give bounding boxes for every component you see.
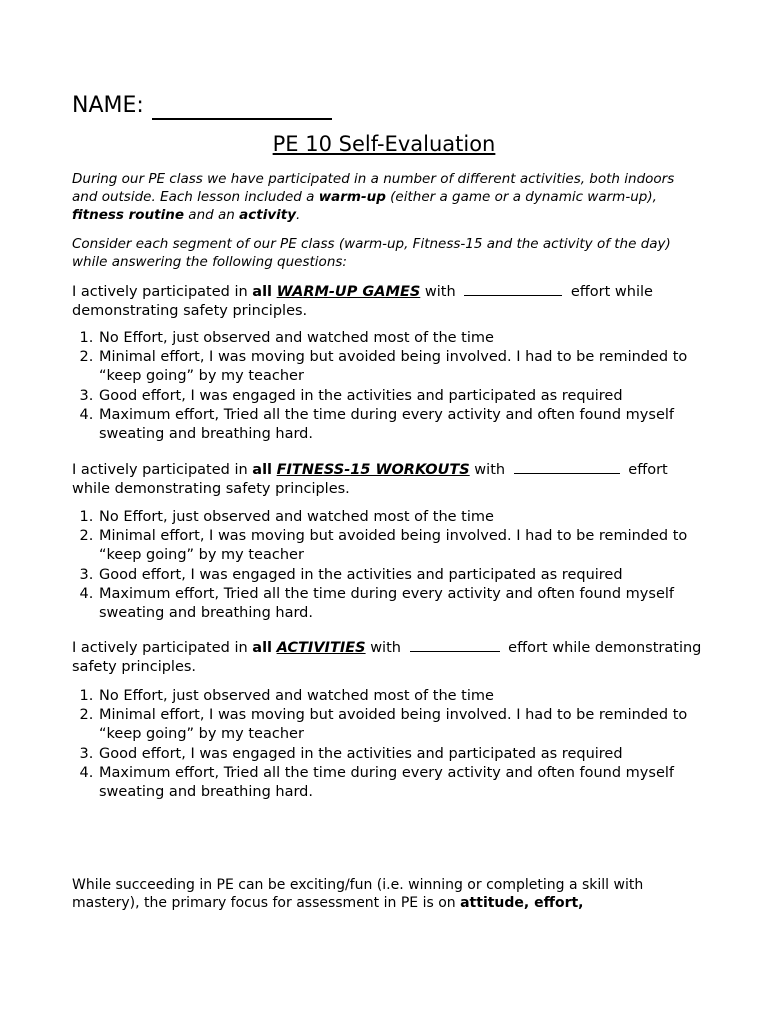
option-item: 1. No Effort, just observed and watched most of the time <box>98 508 728 527</box>
option-item: 2. Minimal effort, I was moving but avoided being involved. I had to be reminded to “keep going” by my teacher <box>98 706 728 744</box>
name-field <box>72 92 332 120</box>
activity-name: WARM-UP GAMES <box>276 284 421 300</box>
option-item: 3. Good effort, I was engaged in the activities and participated as required <box>98 745 728 764</box>
option-item: 4. Maximum effort, Tried all the time during every activity and often found myself sweating and breathing hard. <box>98 764 728 802</box>
effort-blank[interactable] <box>410 637 500 652</box>
intro-paragraph-1: During our PE class we have participated in a number of different activities, both indoors and outside. Each lesson included a warm-up (either a game or a dynamic warm-up), fitness routine and an activity. <box>72 171 675 223</box>
option-item: 3. Good effort, I was engaged in the activities and participated as required <box>98 387 728 406</box>
page-title: PE 10 Self-Evaluation <box>272 132 496 156</box>
name-label: NAME: <box>72 93 144 118</box>
option-item: 1. No Effort, just observed and watched most of the time <box>98 329 728 348</box>
option-item: 4. Maximum effort, Tried all the time during every activity and often found myself sweating and breathing hard. <box>98 585 728 623</box>
name-blank-line[interactable] <box>152 94 332 120</box>
activity-name: FITNESS-15 WORKOUTS <box>276 462 470 478</box>
intro-paragraph-2: Consider each segment of our PE class (warm-up, Fitness-15 and the activity of the day) while answering the following questions: <box>72 236 671 270</box>
question-warm-up: I actively participated in all WARM-UP GAMES with effort while demonstrating safety principles. <box>72 281 702 321</box>
effort-blank[interactable] <box>464 281 562 296</box>
option-item: 4. Maximum effort, Tried all the time during every activity and often found myself sweating and breathing hard. <box>98 406 728 444</box>
option-item: 2. Minimal effort, I was moving but avoided being involved. I had to be reminded to “keep going” by my teacher <box>98 348 728 386</box>
question-fitness: I actively participated in all FITNESS-15 WORKOUTS with effort while demonstrating safety principles. <box>72 459 702 499</box>
options-list-activities <box>72 687 728 803</box>
activity-name: ACTIVITIES <box>276 640 366 656</box>
closing-paragraph: While succeeding in PE can be exciting/fun (i.e. winning or completing a skill with mastery), the primary focus for assessment in PE is on attitude, effort, <box>72 877 644 911</box>
option-item: 3. Good effort, I was engaged in the activities and participated as required <box>98 566 728 585</box>
effort-blank[interactable] <box>514 459 620 474</box>
options-list-warm-up <box>72 329 728 445</box>
options-list-fitness <box>72 508 728 624</box>
option-item: 1. No Effort, just observed and watched most of the time <box>98 687 728 706</box>
question-activities: I actively participated in all ACTIVITIES with effort while demonstrating safety principles. <box>72 637 702 677</box>
option-item: 2. Minimal effort, I was moving but avoided being involved. I had to be reminded to “keep going” by my teacher <box>98 527 728 565</box>
